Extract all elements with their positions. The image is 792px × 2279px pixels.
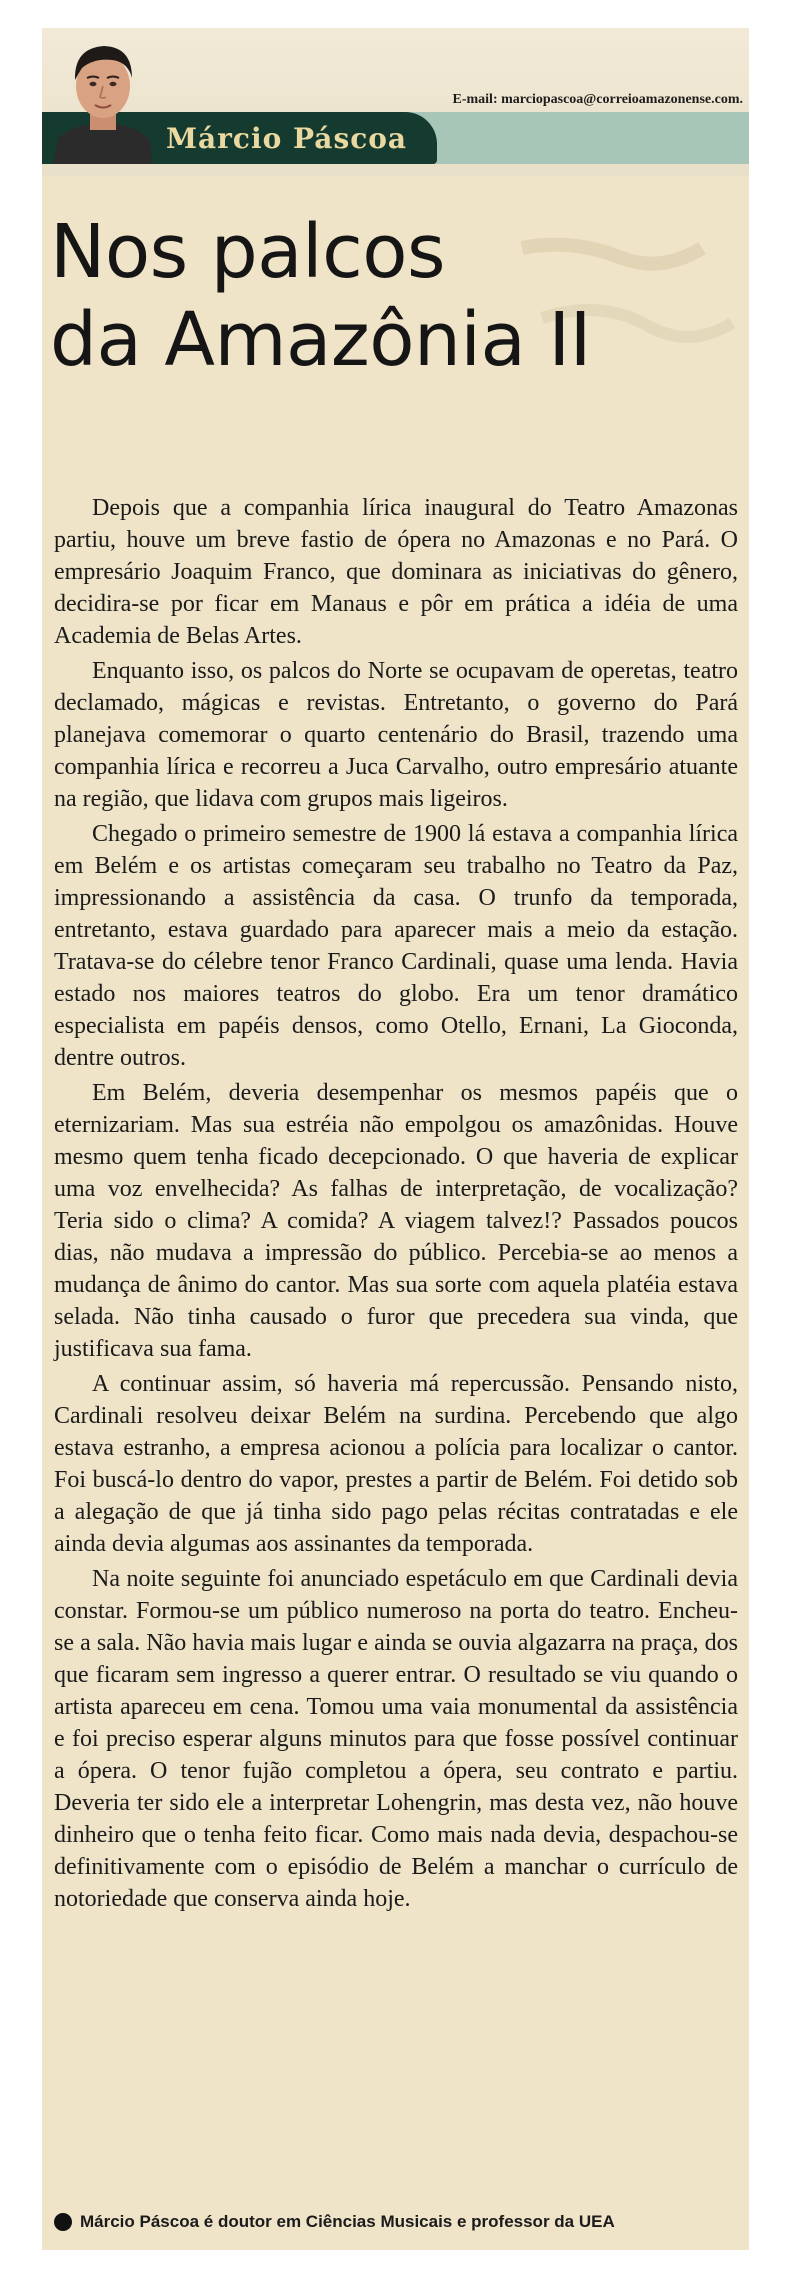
bullet-icon — [54, 2213, 72, 2231]
article-title — [50, 208, 740, 384]
author-bio-text: Márcio Páscoa é doutor em Ciências Musicais e professor da UEA — [80, 2212, 615, 2231]
article-paragraph-5: A continuar assim, só haveria má repercussão. Pensando nisto, Cardinali resolveu deixar Belém na surdina. Percebendo que algo estava estranho, a empresa acionou a polícia para localizar o cantor. Foi buscá-lo dentro do vapor, prestes a partir de Belém. Foi detido sob a alegação de que já tinha sido pago pelas récitas contratadas e ele ainda devia algumas aos assinantes da temporada. — [54, 1371, 738, 1557]
article-paragraph-6: Na noite seguinte foi anunciado espetáculo em que Cardinali devia constar. Formou-se um público numeroso na porta do teatro. Encheu-se a sala. Não havia mais lugar e ainda se ouvia algazarra na praça, dos que ficaram sem ingresso a querer entrar. O resultado se viu quando o artista apareceu em cena. Tomou uma vaia monumental da assistência e foi preciso esperar alguns minutos para que fosse possível continuar a ópera. O tenor fujão completou a ópera, seu contrato e partiu. Deveria ter sido ele a interpretar Lohengrin, mas desta vez, não houve dinheiro que o tenha feito ficar. Como mais nada devia, despachou-se definitivamente com o episódio de Belém a manchar o currículo de notoriedade que conserva ainda hoje. — [54, 1566, 738, 1912]
newspaper-clipping — [42, 28, 749, 2250]
article-paragraph-3: Chegado o primeiro semestre de 1900 lá estava a companhia lírica em Belém e os artistas começaram seu trabalho no Teatro da Paz, impressionando a assistência da casa. O trunfo da temporada, entretanto, estava guardado para aparecer mais a meio da estação. Tratava-se do célebre tenor Franco Cardinali, quase uma lenda. Havia estado nos maiores teatros do globo. Era um tenor dramático especialista em papéis densos, como Otello, Ernani, La Gioconda, dentre outros. — [54, 821, 738, 1071]
article-paragraph-2: Enquanto isso, os palcos do Norte se ocupavam de operetas, teatro declamado, mágicas e revistas. Entretanto, o governo do Pará planejava comemorar o quarto centenário do Brasil, trazendo uma companhia lírica e recorreu a Juca Carvalho, outro empresário atuante na região, que lidava com grupos mais ligeiros. — [54, 658, 738, 812]
article-paragraph-1: Depois que a companhia lírica inaugural do Teatro Amazonas partiu, houve um breve fastio de ópera no Amazonas e no Pará. O empresário Joaquim Franco, que dominara as iniciativas do gênero, decidira-se por ficar em Manaus e pôr em prática a idéia de uma Academia de Belas Artes. — [54, 495, 738, 649]
author-email: E-mail: marciopascoa@correioamazonense.com. — [452, 92, 743, 107]
article-body — [54, 492, 738, 1918]
author-bio — [54, 2208, 738, 2236]
article-title-line-2: da Amazônia II — [50, 297, 591, 383]
author-name: Márcio Páscoa — [166, 122, 408, 155]
article-paragraph-4: Em Belém, deveria desempenhar os mesmos papéis que o eternizariam. Mas sua estréia não empolgou os amazônidas. Houve mesmo quem tenha ficado decepcionado. O que haveria de explicar uma voz envelhecida? As falhas de interpretação, de vocalização? Teria sido o clima? A comida? A viagem talvez!? Passados poucos dias, não mudava a impressão do público. Percebia-se ao menos a mudança de ânimo do cantor. Mas sua sorte com aquela platéia estava selada. Não tinha causado o furor que precedera sua vinda, que justificava sua fama. — [54, 1080, 738, 1362]
author-photo — [52, 34, 154, 164]
article-title-line-1: Nos palcos — [50, 209, 446, 295]
